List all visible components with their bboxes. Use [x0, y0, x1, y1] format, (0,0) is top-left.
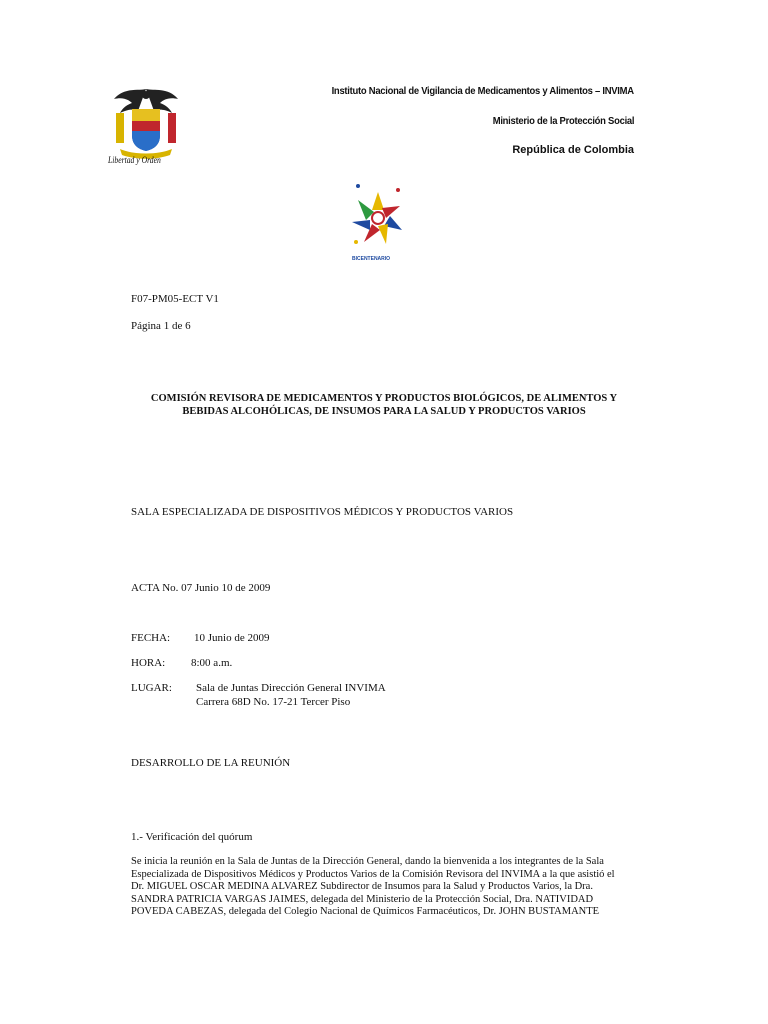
paragraph-line: Dr. MIGUEL OSCAR MEDINA ALVAREZ Subdirector de Insumos para la Salud y Productos Varios, la Dra.: [131, 881, 593, 893]
document-title: [118, 392, 650, 418]
hora-value: 8:00 a.m.: [191, 657, 233, 669]
paragraph-line: Se inicia la reunión en la Sala de Juntas de la Dirección General, dando la bienvenida a los integrantes de la Sala: [131, 856, 604, 867]
logo-caption: BICENTENARIO: [352, 256, 391, 262]
header-institute: Instituto Nacional de Vigilancia de Medicamentos y Alimentos – INVIMA: [331, 85, 634, 97]
lugar-line-2: Carrera 68D No. 17-21 Tercer Piso: [196, 696, 351, 708]
document-code: F07-PM05-ECT V1: [131, 293, 219, 305]
section-1-heading: 1.- Verificación del quórum: [131, 831, 253, 843]
paragraph-line: Especializada de Dispositivos Médicos y Productos Varios de la Comisión Revisora del INVIMA a la que asistió el: [131, 868, 615, 880]
bicentenario-star-logo-icon: [348, 180, 410, 266]
fecha-label: FECHA:: [131, 632, 171, 644]
title-line-1: COMISIÓN REVISORA DE MEDICAMENTOS Y PRODUCTOS BIOLÓGICOS, DE ALIMENTOS Y: [150, 393, 618, 404]
desarrollo-heading: DESARROLLO DE LA REUNIÓN: [131, 757, 291, 769]
acta-number: ACTA No. 07 Junio 10 de 2009: [131, 582, 271, 594]
sala-heading: SALA ESPECIALIZADA DE DISPOSITIVOS MÉDICOS Y PRODUCTOS VARIOS: [131, 506, 514, 518]
paragraph-line: POVEDA CABEZAS, delegada del Colegio Nacional de Químicos Farmacéuticos, Dr. JOHN BUSTAMANTE: [131, 906, 600, 918]
hora-label: HORA:: [131, 657, 166, 669]
quorum-paragraph: [131, 856, 651, 919]
title-line-2: BEBIDAS ALCOHÓLICAS, DE INSUMOS PARA LA SALUD Y PRODUCTOS VARIOS: [182, 406, 586, 417]
header-ministry: Ministerio de la Protección Social: [492, 115, 634, 127]
page-number: Página 1 de 6: [131, 320, 191, 332]
lugar-label: LUGAR:: [131, 682, 172, 694]
header-republic: República de Colombia: [512, 144, 634, 156]
paragraph-line: SANDRA PATRICIA VARGAS JAIMES, delegada del Ministerio de la Protección Social, Dra. NATIVIDAD: [131, 893, 594, 905]
fecha-value: 10 Junio de 2009: [194, 632, 270, 644]
lugar-line-1: Sala de Juntas Dirección General INVIMA: [196, 682, 386, 694]
crest-motto: Libertad y Orden: [108, 155, 161, 165]
